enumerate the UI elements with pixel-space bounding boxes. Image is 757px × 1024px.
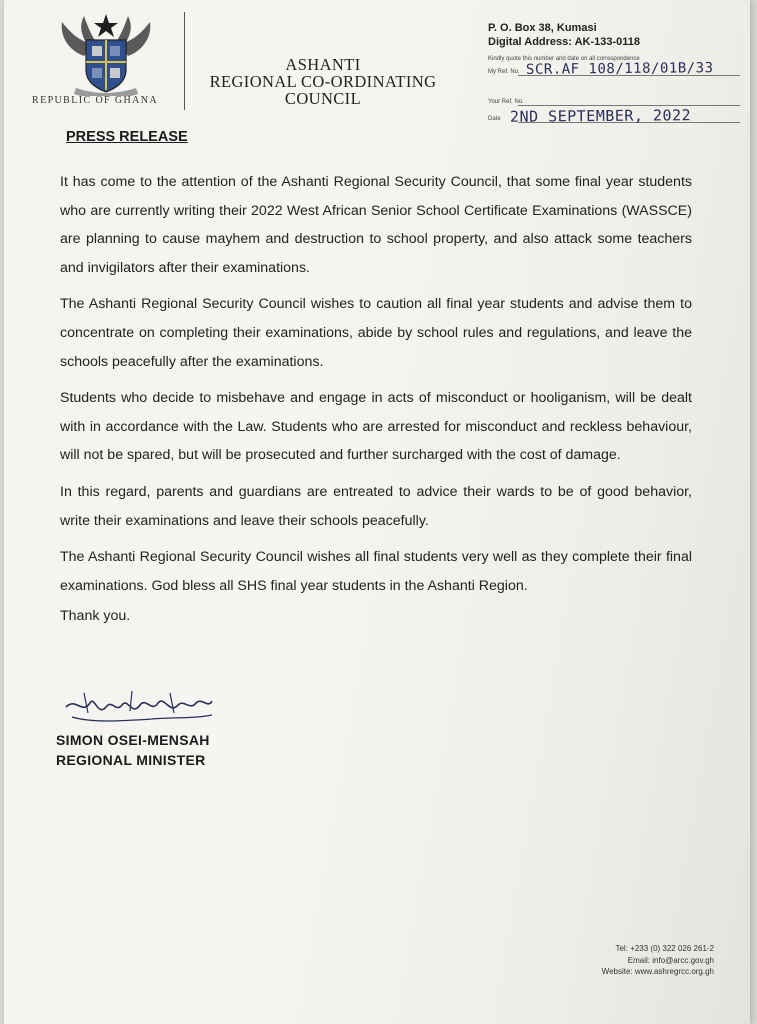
ghana-coat-of-arms-icon — [54, 12, 158, 96]
date-value: 2ND SEPTEMBER, 2022 — [509, 106, 692, 126]
country-label: REPUBLIC OF GHANA — [32, 95, 159, 106]
po-box: P. O. Box 38, Kumasi — [488, 22, 597, 34]
quote-instruction: Kindly quote this number and date on all correspondence — [488, 56, 640, 62]
header-divider — [184, 12, 185, 110]
postal-address — [488, 21, 738, 49]
my-ref-label: My Ref. No. — [488, 69, 520, 75]
council-name-line-3: COUNCIL — [284, 89, 362, 108]
paragraph-5: The Ashanti Regional Security Council wishes all final students very well as they complete their final examinations. God bless all SHS final year students in the Ashanti Region. — [60, 549, 692, 594]
digital-address: Digital Address: AK-133-0118 — [488, 36, 641, 48]
footer-tel: Tel: +233 (0) 322 026 261-2 — [615, 944, 714, 953]
paragraph-4: In this regard, parents and guardians are entreated to advice their wards to be of good behavior, write their examinations and leave their schools peacefully. — [60, 483, 692, 529]
date-label: Date — [488, 116, 501, 122]
handwritten-signature — [62, 687, 217, 727]
council-name-line-1: ASHANTI — [285, 55, 361, 74]
paragraph-3: Students who decide to misbehave and engage in acts of misconduct or hooliganism, will be dealt with in accordance with the Law. Students who are arrested for misconduct and reckless behaviour, will not be spared, but will be prosecuted and further surcharged with the cost of damage. — [60, 390, 692, 464]
page-title: PRESS RELEASE — [66, 129, 188, 145]
footer-website: Website: www.ashregrcc.org.gh — [601, 967, 714, 976]
your-ref-label: Your Ref. No. — [488, 99, 524, 105]
closing-line: Thank you. — [60, 608, 131, 625]
footer-email: Email: info@arcc.gov.gh — [627, 955, 714, 965]
contact-footer — [524, 943, 714, 978]
paragraph-1: It has come to the attention of the Ashanti Regional Security Council, that some final year students who are currently writing their 2022 West African Senior School Certificate Examinations (WASSCE) are planning to cause mayhem and destruction to school property, and also attack some teachers and invigilators after their examinations. — [60, 174, 692, 276]
letter-body — [60, 168, 692, 639]
signatory-name: SIMON OSEI-MENSAH — [56, 732, 210, 748]
my-ref-row — [488, 58, 740, 78]
date-row — [488, 105, 740, 125]
letter-page — [4, 0, 750, 1024]
signatory-block — [56, 730, 210, 770]
council-name-line-2: REGIONAL CO-ORDINATING — [209, 72, 437, 91]
signatory-position: REGIONAL MINISTER — [56, 752, 206, 768]
council-name — [190, 56, 456, 107]
my-ref-value: SCR.AF 108/118/01B/33 — [525, 60, 714, 78]
paragraph-2: The Ashanti Regional Security Council wishes to caution all final year students and advise them to concentrate on completing their examinations, abide by school rules and regulations, and leave the schools peacefully after the examinations. — [60, 296, 692, 370]
